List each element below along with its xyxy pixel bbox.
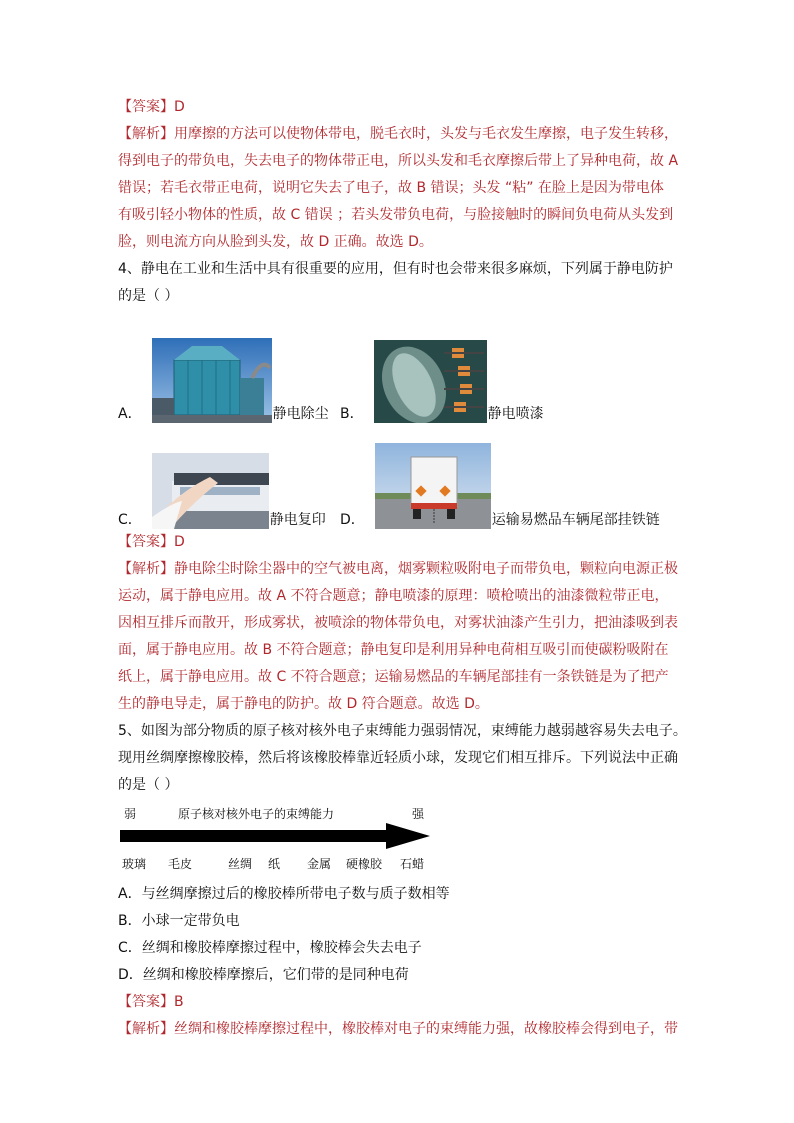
answer-value: B: [174, 994, 184, 1010]
q3-analysis-line: 错误；若毛衣带正电荷，说明它失去了电子，故 B 错误；头发 “粘” 在脸上是因为带电体: [118, 180, 664, 196]
q5-option-d: D．丝绸和橡胶棒摩擦后，它们带的是同种电荷: [118, 967, 409, 983]
q3-analysis-line: 得到电子的带负电，失去电子的物体带正电，所以头发和毛衣摩擦后带上了异种电荷，故 A: [118, 153, 679, 169]
material-label: 毛皮: [168, 857, 193, 871]
q5-option-a: A．与丝绸摩擦过后的橡胶棒所带电子数与质子数相等: [118, 886, 450, 902]
material-label: 石蜡: [400, 857, 425, 871]
analysis-tag: 【解析】: [118, 126, 174, 142]
q4-option-a: A． 静电除尘: [118, 338, 329, 423]
material-label: 纸: [268, 857, 281, 871]
answer-tag: 【答案】: [118, 994, 174, 1010]
material-label: 丝绸: [228, 857, 253, 871]
strong-label: 强: [412, 807, 425, 821]
q3-answer: [118, 94, 684, 121]
analysis-tag: 【解析】: [118, 561, 174, 577]
binding-ability-figure: [118, 803, 684, 881]
document-page: [118, 94, 687, 1043]
q4-options-row-2: [118, 427, 684, 529]
q4-option-d: D． 运输易燃品车辆尾部挂铁链: [340, 443, 660, 529]
q4-option-c: C． 静电复印: [118, 453, 326, 529]
q4-option-b: B． 静电喷漆: [340, 340, 544, 423]
spray-paint-photo-icon: [374, 340, 487, 423]
material-label: 硬橡胶: [346, 857, 383, 871]
q4-analysis-line: 【解析】静电除尘时除尘器中的空气被电离，烟雾颗粒吸附电子而带负电，颗粒向电源正极: [118, 561, 678, 577]
q5-analysis-line: 【解析】丝绸和橡胶棒摩擦过程中，橡胶棒对电子的束缚能力强，故橡胶棒会得到电子，带: [118, 1021, 678, 1037]
q4-question-line: 4、静电在工业和生活中具有很重要的应用，但有时也会带来很多麻烦，下列属于静电防护: [118, 261, 673, 277]
q4-analysis-line: 面，属于静电应用。故 B 不符合题意；静电复印是利用异种电荷相互吸引而使碳粉吸附在: [118, 642, 669, 658]
answer-tag: 【答案】: [118, 99, 174, 115]
analysis-tag: 【解析】: [118, 1021, 174, 1037]
q4-options-row-1: [118, 314, 684, 423]
q3-analysis-line: 有吸引轻小物体的性质，故 C 错误 ；若头发带负电荷，与脸接触时的瞬间负电荷从头发到: [118, 207, 674, 223]
material-label: 玻璃: [122, 857, 147, 871]
q3-analysis-line: 脸，则电流方向从脸到头发，故 D 正确。故选 D。: [118, 234, 433, 250]
q4-answer: [118, 529, 684, 556]
answer-value: D: [174, 99, 185, 115]
weak-label: 弱: [124, 807, 137, 821]
arrow-label: 原子核对核外电子的束缚能力: [178, 807, 335, 821]
dust-collector-photo-icon: [152, 338, 272, 423]
q5-option-b: B．小球一定带负电: [118, 913, 240, 929]
q5-question-line: 5、如图为部分物质的原子核对核外电子束缚能力强弱情况，束缚能力越弱越容易失去电子。: [118, 723, 687, 739]
q4-analysis-line: 运动，属于静电应用。故 A 不符合题意；静电喷漆的原理：喷枪喷出的油漆微粒带正电，: [118, 588, 669, 604]
q4-analysis-line: 纸上，属于静电应用。故 C 不符合题意；运输易燃品的车辆尾部挂有一条铁链是为了把产: [118, 669, 669, 685]
q5-answer: [118, 989, 684, 1016]
q5-option-c: C．丝绸和橡胶棒摩擦过程中，橡胶棒会失去电子: [118, 940, 422, 956]
q4-question-line: 的是（ ）: [118, 288, 179, 304]
answer-value: D: [174, 534, 185, 550]
q3-analysis-line: 【解析】用摩擦的方法可以使物体带电，脱毛衣时，头发与毛衣发生摩擦，电子发生转移，: [118, 126, 678, 142]
q5-question-line: 的是（ ）: [118, 777, 179, 793]
material-label: 金属: [307, 857, 332, 871]
right-arrow-icon: [118, 823, 438, 849]
photocopier-photo-icon: [152, 453, 269, 529]
answer-tag: 【答案】: [118, 534, 174, 550]
tanker-truck-photo-icon: [375, 443, 491, 529]
q5-question-line: 现用丝绸摩擦橡胶棒，然后将该橡胶棒靠近轻质小球，发现它们相互排斥。下列说法中正确: [118, 750, 678, 766]
q4-analysis-line: 因相互排斥而散开，形成雾状，被喷涂的物体带负电，对雾状油漆产生引力，把油漆吸到表: [118, 615, 678, 631]
q4-analysis-line: 生的静电导走，属于静电的防护。故 D 符合题意。故选 D。: [118, 696, 489, 712]
